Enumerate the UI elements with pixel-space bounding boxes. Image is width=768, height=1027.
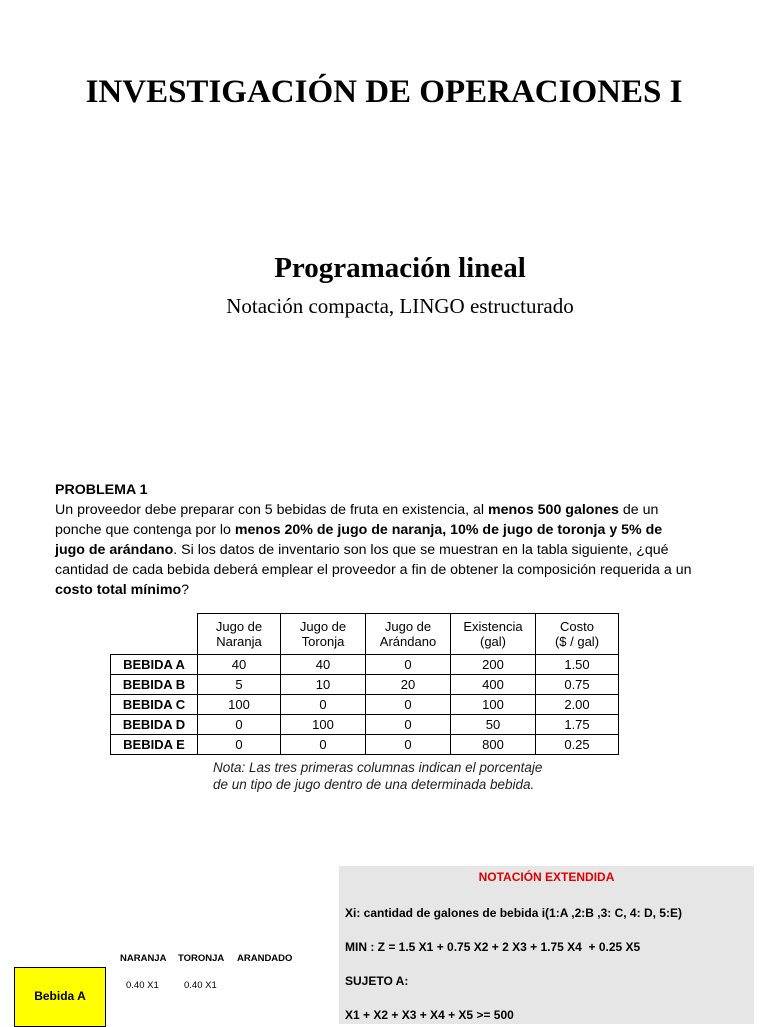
table-corner [111, 614, 198, 655]
objective-function: MIN : Z = 1.5 X1 + 0.75 X2 + 2 X3 + 1.75 X4 + 0.25 X5 [345, 940, 641, 954]
problem-emphasis: menos 20% de jugo de naranja, 10% de jugo de toronja y 5% de jugo de arándano [55, 522, 663, 558]
section-title: Programación lineal [274, 252, 526, 284]
table-cell: 0 [281, 735, 366, 755]
bebida-a-label: Bebida A [34, 989, 86, 1003]
problem-statement [55, 480, 695, 600]
column-header: Existencia (gal) [451, 614, 536, 655]
document-title: INVESTIGACIÓN DE OPERACIONES I [85, 74, 683, 110]
table-cell: 50 [451, 715, 536, 735]
table-cell: 0 [366, 715, 451, 735]
problem-text-part: de un ponche que contenga por lo [55, 502, 659, 538]
note-line: Nota: Las tres primeras columnas indican el porcentaje [213, 760, 543, 775]
column-header: Jugo de Naranja [198, 614, 281, 655]
table-row [111, 655, 619, 675]
table-cell: 200 [451, 655, 536, 675]
table-cell: 40 [198, 655, 281, 675]
mini-value: 0.40 X1 [126, 980, 159, 991]
table-cell: 20 [366, 675, 451, 695]
table-cell: 0 [198, 715, 281, 735]
extended-notation-panel [339, 866, 754, 1024]
section-subtitle: Notación compacta, LINGO estructurado [226, 294, 574, 318]
row-label: BEBIDA D [111, 715, 198, 735]
table-cell: 100 [451, 695, 536, 715]
table-note [213, 759, 583, 793]
table-row [111, 735, 619, 755]
table-cell: 5 [198, 675, 281, 695]
table-row [111, 675, 619, 695]
column-header: Costo ($ / gal) [536, 614, 619, 655]
problem-text-part: Un proveedor debe preparar con 5 bebidas de fruta en existencia, al [55, 502, 488, 518]
problem-emphasis: costo total mínimo [55, 582, 182, 598]
table-cell: 0.25 [536, 735, 619, 755]
note-line: de un tipo de jugo dentro de una determinada bebida. [213, 777, 535, 792]
table-cell: 100 [281, 715, 366, 735]
problem-text [55, 500, 695, 600]
table-row [111, 695, 619, 715]
table-cell: 1.75 [536, 715, 619, 735]
table-cell: 1.50 [536, 655, 619, 675]
row-label: BEBIDA C [111, 695, 198, 715]
inventory-table [110, 613, 619, 755]
problem-emphasis: menos 500 galones [488, 502, 619, 518]
column-label-arandado: ARANDADO [237, 953, 293, 964]
bebida-a-box [14, 967, 106, 1027]
variable-definition: Xi: cantidad de galones de bebida i(1:A ,2:B ,3: C, 4: D, 5:E) [345, 906, 682, 920]
mini-value: 0.40 X1 [184, 980, 217, 991]
table-cell: 0 [281, 695, 366, 715]
table-cell: 0 [366, 695, 451, 715]
column-label-naranja: NARANJA [120, 953, 167, 964]
table-cell: 0.75 [536, 675, 619, 695]
constraint-line: X1 + X2 + X3 + X4 + X5 >= 500 [345, 1008, 514, 1022]
problem-text-part: ? [181, 582, 190, 598]
table-cell: 100 [198, 695, 281, 715]
table-header-row [111, 614, 619, 655]
constraints-heading: SUJETO A: [345, 974, 409, 988]
table-cell: 400 [451, 675, 536, 695]
column-label-toronja: TORONJA [178, 953, 225, 964]
table-cell: 0 [366, 735, 451, 755]
table-cell: 2.00 [536, 695, 619, 715]
table-cell: 10 [281, 675, 366, 695]
row-label: BEBIDA E [111, 735, 198, 755]
table-cell: 0 [366, 655, 451, 675]
column-header: Jugo de Arándano [366, 614, 451, 655]
column-header: Jugo de Toronja [281, 614, 366, 655]
row-label: BEBIDA B [111, 675, 198, 695]
table-cell: 800 [451, 735, 536, 755]
problem-text-part: . Si los datos de inventario son los que se muestran en la tabla siguiente, ¿qué cantidad de cada bebida deberá emplear el proveedor a fin de obtener la composición requerida a un [55, 542, 692, 578]
row-label: BEBIDA A [111, 655, 198, 675]
problem-heading: PROBLEMA 1 [55, 482, 148, 498]
table-row [111, 715, 619, 735]
table-cell: 40 [281, 655, 366, 675]
table-cell: 0 [198, 735, 281, 755]
panel-title: NOTACIÓN EXTENDIDA [478, 870, 615, 884]
